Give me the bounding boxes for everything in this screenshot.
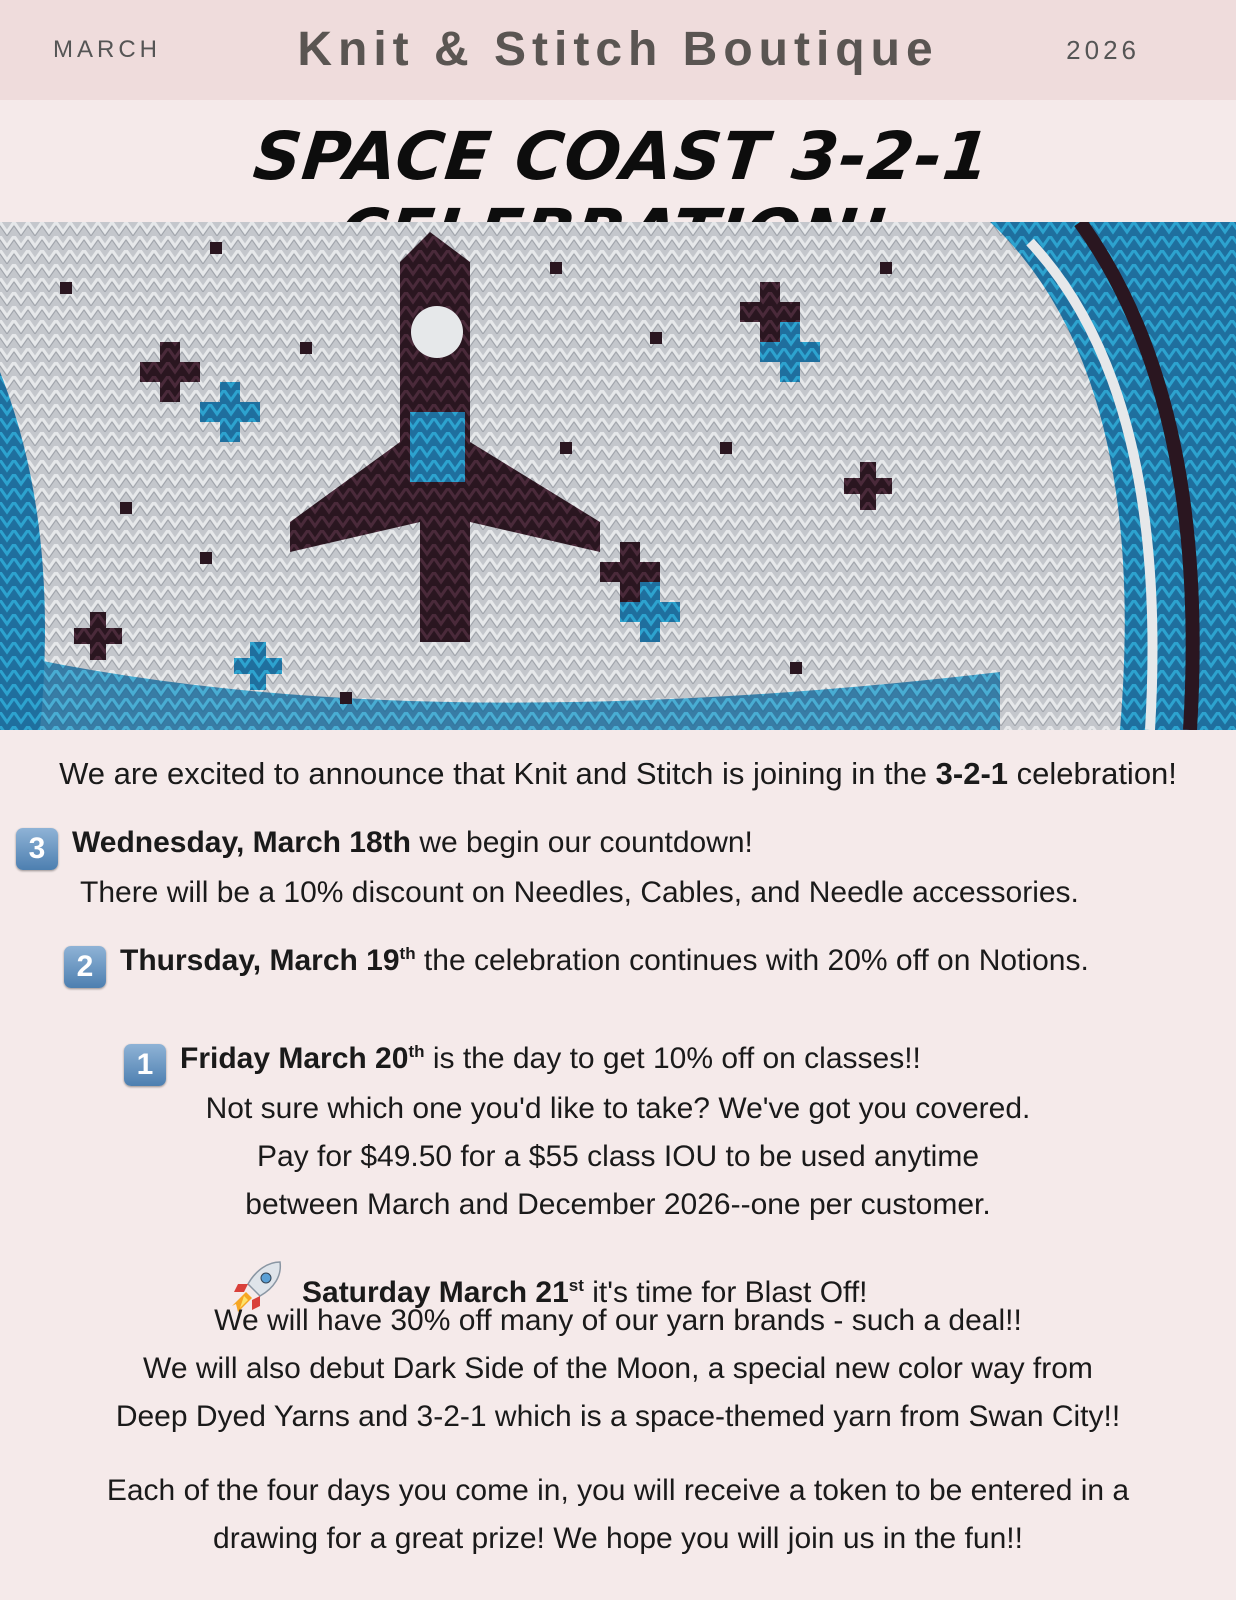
header-month: MARCH — [53, 36, 161, 63]
header-title: Knit & Stitch Boutique — [297, 23, 939, 76]
closing-line-2: drawing for a great prize! We hope you will join us in the fun!! — [213, 1522, 1023, 1555]
header-year: 2026 — [1066, 35, 1140, 65]
day1-detail-2: Pay for $49.50 for a $55 class IOU to be used anytime — [256, 1140, 980, 1173]
day3-detail: There will be a 10% discount on Needles, Cables, and Needle accessories. — [80, 876, 1079, 909]
day1-heading: 1 Friday March 20th is the day to get 10% off on classes!! — [124, 1042, 921, 1086]
intro-text: We are excited to announce that Knit and Stitch is joining in the 3-2-1 celebration! — [59, 756, 1177, 791]
day1-detail-1: Not sure which one you'd like to take? We've got you covered. — [205, 1092, 1031, 1125]
blastoff-detail-1: We will have 30% off many of our yarn brands - such a deal!! — [214, 1304, 1022, 1337]
day3-heading: 3 Wednesday, March 18th we begin our countdown! — [16, 826, 753, 870]
closing-line-1: Each of the four days you come in, you will receive a token to be entered in a — [106, 1474, 1130, 1507]
blastoff-detail-2: We will also debut Dark Side of the Moon, a special new color way from — [143, 1352, 1093, 1385]
keycap-3-icon: 3 — [16, 828, 58, 870]
headline: SPACE COAST 3-2-1 — [249, 118, 995, 195]
keycap-2-icon: 2 — [64, 946, 106, 988]
day1-detail-3: between March and December 2026--one per customer. — [245, 1188, 991, 1221]
blastoff-detail-3: Deep Dyed Yarns and 3-2-1 which is a space-themed yarn from Swan City!! — [115, 1400, 1121, 1433]
day1-date: Friday March 20th — [180, 1042, 425, 1075]
day2-heading: 2 Thursday, March 19th the celebration continues with 20% off on Notions. — [64, 944, 1089, 988]
keycap-1-icon: 1 — [124, 1044, 166, 1086]
blastoff-date: Saturday March 21st — [302, 1276, 584, 1309]
day3-date: Wednesday, March 18th — [72, 826, 411, 859]
blastoff-heading: Saturday March 21st it's time for Blast Off! — [228, 1256, 868, 1324]
knitted-cowl-photo — [0, 222, 1236, 730]
day2-date: Thursday, March 19th — [120, 944, 416, 977]
